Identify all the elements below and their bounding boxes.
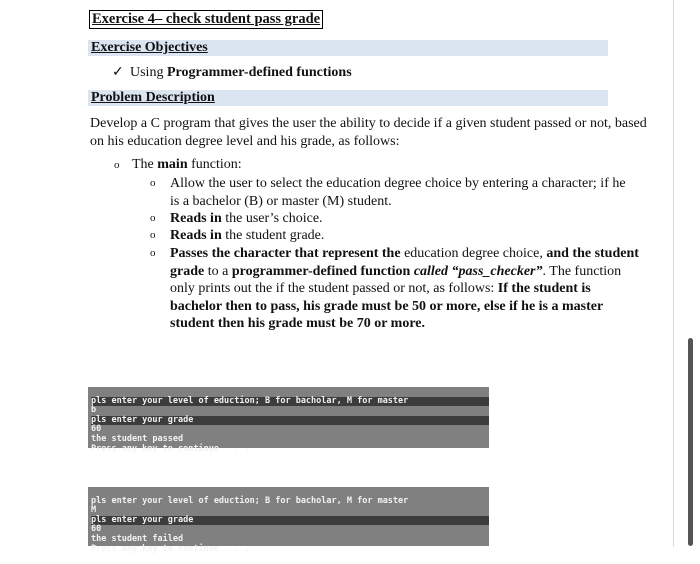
- problem-intro: Develop a C program that gives the user the ability to decide if a given student passed or not, based on his education degree level and his grade, as follows:: [90, 116, 647, 149]
- objective-item: ✓ Using Programmer-defined functions: [112, 65, 352, 80]
- list-item-passes: o Passes the character that represent the education degree choice, and the student grade to a programmer-defined function called “pass_checker”. The function only prints out the if the student passed or not, as follows: If the student is bachelor then to pass, his grade must be 50 or more, else if he is a master student then his grade must be 70 or more.: [150, 246, 639, 331]
- exercise-title: Exercise 4– check student pass grade: [89, 10, 323, 29]
- bullet-icon: o: [114, 159, 120, 171]
- problem-heading-bar: [88, 90, 608, 106]
- console-line: 60: [91, 424, 102, 435]
- console-line: pls enter your level of eduction; B for bacholar, M for master: [91, 397, 489, 407]
- console-output-failed: [88, 487, 489, 554]
- list-item: o Reads in the student grade.: [150, 228, 325, 243]
- console-line: b: [91, 405, 97, 416]
- console-line: pls enter your grade: [91, 516, 489, 526]
- console-line: the student failed: [91, 533, 184, 544]
- list-item: o Reads in the user’s choice.: [150, 211, 323, 226]
- bullet-icon: o: [150, 212, 156, 224]
- console-line: pls enter your level of eduction; B for bacholar, M for master: [91, 495, 409, 506]
- console-line: 60: [91, 524, 102, 535]
- console-line: Press any key to continue . . .: [91, 543, 250, 554]
- problem-heading: Problem Description: [91, 90, 215, 105]
- bullet-icon: o: [150, 177, 156, 189]
- objectives-heading: Exercise Objectives: [91, 40, 208, 55]
- main-function-item: o The main function:: [114, 157, 242, 172]
- console-line: pls enter your grade: [91, 416, 489, 426]
- bullet-icon: o: [150, 229, 156, 241]
- list-item: o Allow the user to select the education degree choice by entering a character; if he is a bachelor (B) or master (M) student.: [150, 176, 626, 209]
- console-line: M: [91, 505, 97, 516]
- console-line: Press any key to continue . . .: [91, 443, 250, 454]
- objectives-heading-bar: [88, 40, 608, 56]
- checkmark-icon: ✓: [112, 65, 124, 80]
- console-output-passed: [88, 387, 489, 454]
- bullet-icon: o: [150, 247, 156, 259]
- scrollbar-thumb[interactable]: [688, 338, 693, 546]
- console-line: the student passed: [91, 433, 184, 444]
